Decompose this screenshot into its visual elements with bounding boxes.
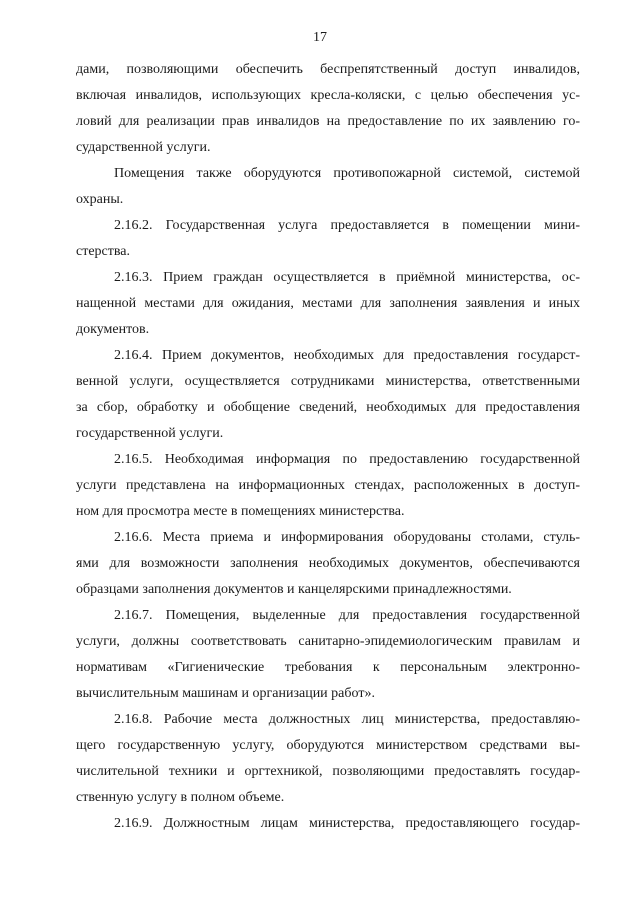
text-line: стерства.	[76, 244, 131, 259]
text-line: дами, позволяющими обеспечить беспрепятственный доступ инвалидов,	[76, 62, 580, 77]
text-line: ном для просмотра месте в помещениях министерства.	[76, 504, 405, 519]
text-line: нащенной местами для ожидания, местами для заполнения заявления и иных	[76, 296, 580, 311]
text-line: ловий для реализации прав инвалидов на предоставление по их заявлению го-	[76, 114, 580, 129]
paragraph	[76, 606, 580, 710]
paragraph	[76, 710, 580, 814]
text-line: ями для возможности заполнения необходимых документов, обеспечиваются	[76, 556, 580, 571]
text-line: документов.	[76, 322, 150, 337]
text-line: 2.16.4. Прием документов, необходимых для предоставления государст-	[114, 348, 580, 363]
text-line: 2.16.2. Государственная услуга предоставляется в помещении мини-	[114, 218, 580, 233]
text-line: образцами заполнения документов и канцелярскими принадлежностями.	[76, 582, 512, 597]
text-line: венной услуги, осуществляется сотрудниками министерства, ответственными	[76, 374, 580, 389]
paragraph	[76, 814, 580, 840]
paragraph	[76, 450, 580, 528]
text-line: 2.16.8. Рабочие места должностных лиц министерства, предоставляю-	[114, 712, 580, 727]
text-line: ственную услугу в полном объеме.	[76, 790, 285, 805]
text-line: щего государственную услугу, оборудуются министерством средствами вы-	[76, 738, 580, 753]
text-line: услуги представлена на информационных стендах, расположенных в доступ-	[76, 478, 580, 493]
paragraph	[76, 346, 580, 450]
text-line: государственной услуги.	[76, 426, 224, 441]
document-body	[76, 60, 580, 840]
text-line: 2.16.9. Должностным лицам министерства, предоставляющего государ-	[114, 816, 580, 831]
text-line: 2.16.7. Помещения, выделенные для предоставления государственной	[114, 608, 580, 623]
paragraph	[76, 216, 580, 268]
text-line: нормативам «Гигиенические требования к персональным электронно-	[76, 660, 580, 675]
text-line: за сбор, обработку и обобщение сведений, необходимых для предоставления	[76, 400, 580, 415]
text-line: числительной техники и оргтехникой, позволяющими предоставлять государ-	[76, 764, 580, 779]
text-line: сударственной услуги.	[76, 140, 211, 155]
page-number: 17	[313, 30, 327, 45]
paragraph	[76, 164, 580, 216]
paragraph	[76, 528, 580, 606]
paragraph	[76, 268, 580, 346]
text-line: вычислительным машинам и организации работ».	[76, 686, 375, 701]
text-line: охраны.	[76, 192, 124, 207]
text-line: 2.16.6. Места приема и информирования оборудованы столами, стуль-	[114, 530, 580, 545]
text-line: 2.16.3. Прием граждан осуществляется в приёмной министерства, ос-	[114, 270, 580, 285]
text-line: включая инвалидов, использующих кресла-коляски, с целью обеспечения ус-	[76, 88, 580, 103]
text-line: Помещения также оборудуются противопожарной системой, системой	[114, 166, 580, 181]
paragraph	[76, 60, 580, 164]
text-line: услуги, должны соответствовать санитарно-эпидемиологическим правилам и	[76, 634, 580, 649]
text-line: 2.16.5. Необходимая информация по предоставлению государственной	[114, 452, 580, 467]
